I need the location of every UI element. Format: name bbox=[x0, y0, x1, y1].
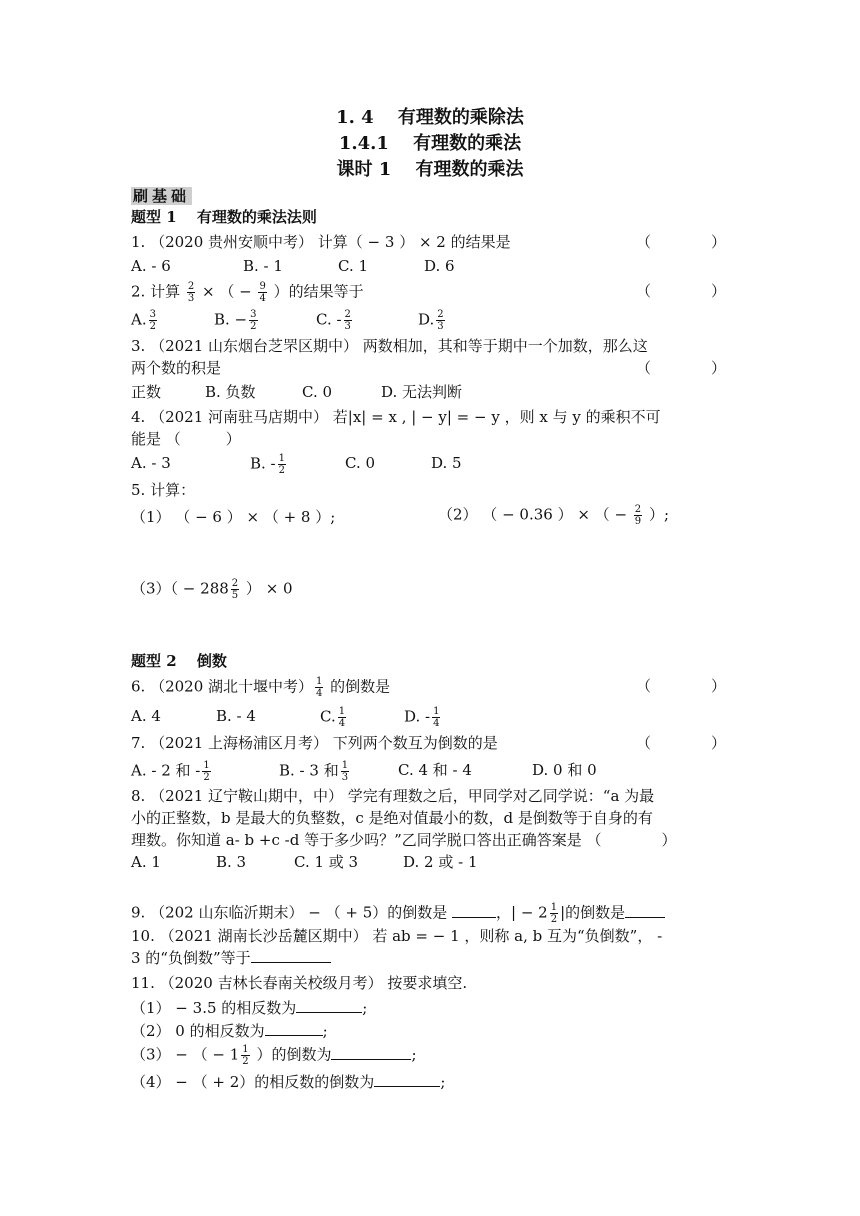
q11-answer-blank-1[interactable] bbox=[296, 998, 362, 1013]
answer-paren-3: （ ） bbox=[636, 359, 727, 377]
question-5: 5. 计算： bbox=[131, 481, 196, 499]
question-4-line-2: 能是 （ ） bbox=[131, 430, 241, 448]
q11-part-3: （3） − （ − 1 $\frac{1}{2}$ ）的倒数为 ; bbox=[131, 1044, 417, 1067]
q2-text-pre: 2. 计算 bbox=[131, 282, 181, 301]
q11-answer-blank-2[interactable] bbox=[265, 1021, 323, 1036]
q4-option-a: A. - 3 bbox=[131, 454, 171, 472]
answer-paren-7: （ ） bbox=[636, 734, 727, 752]
q2-option-b: B. − $\frac{3}{2}$ bbox=[214, 309, 257, 332]
q6-option-c: C. $\frac{1}{4}$ bbox=[320, 706, 346, 729]
q4-option-c: C. 0 bbox=[345, 454, 376, 472]
q8-option-b: B. 3 bbox=[216, 853, 247, 871]
q1-option-a: A. - 6 bbox=[131, 257, 171, 275]
q2-fraction-2: $\frac{9}{4}$ bbox=[259, 281, 266, 304]
section-heading-2: 题型 2 倒数 bbox=[131, 652, 227, 670]
q5-part-3: （3）（ − 288 $\frac{2}{5}$ ） × 0 bbox=[131, 578, 293, 601]
q3-option-a: 正数 bbox=[131, 383, 162, 401]
q8-option-a: A. 1 bbox=[131, 853, 161, 871]
q7-option-b: B. - 3 和 $\frac{1}{3}$ bbox=[279, 760, 349, 783]
question-6: 6. （2020 湖北十堰中考） $\frac{1}{4}$ 的倒数是 bbox=[131, 676, 391, 699]
q1-option-b: B. - 1 bbox=[243, 257, 283, 275]
q11-part-2: （2） 0 的相反数为 ; bbox=[131, 1022, 328, 1040]
question-8-line-2: 小的正整数，b 是最大的负整数，c 是绝对值最小的数，d 是倒数等于自身的有 bbox=[131, 809, 653, 827]
title-lesson: 课时 1 有理数的乘法 bbox=[336, 159, 524, 180]
section-badge-label: 刷基础 bbox=[133, 187, 191, 205]
q8-option-d: D. 2 或 - 1 bbox=[403, 853, 478, 871]
question-8-line-1: 8. （2021 辽宁鞍山期中，中） 学完有理数之后，甲同学对乙同学说：“a 为最 bbox=[131, 787, 655, 805]
question-2 bbox=[131, 281, 364, 304]
question-11: 11. （2020 吉林长春南关校级月考） 按要求填空. bbox=[131, 974, 468, 992]
q1-option-c: C. 1 bbox=[338, 257, 369, 275]
question-4-line-1: 4. （2021 河南驻马店期中） 若|x| = x , | − y| = − y ，则 x 与 y 的乘积不可 bbox=[131, 408, 661, 426]
q2-text-post: ）的结果等于 bbox=[273, 282, 364, 301]
title-subsection: 1.4.1 有理数的乘法 bbox=[338, 133, 522, 154]
q2-option-d: D. $\frac{2}{3}$ bbox=[418, 309, 444, 332]
q9-answer-blank-2[interactable] bbox=[625, 903, 665, 918]
q6-option-a: A. 4 bbox=[131, 707, 161, 725]
q7-option-a: A. - 2 和 - $\frac{1}{2}$ bbox=[131, 760, 210, 783]
q5-part-1: （1） （ − 6 ） × （ + 8 ）; bbox=[131, 508, 336, 526]
q6-option-d: D. - $\frac{1}{4}$ bbox=[404, 706, 440, 729]
q6-option-b: B. - 4 bbox=[216, 707, 256, 725]
q3-option-b: B. 负数 bbox=[205, 383, 256, 401]
question-7: 7. （2021 上海杨浦区月考） 下列两个数互为倒数的是 bbox=[131, 734, 498, 752]
q7-option-d: D. 0 和 0 bbox=[532, 761, 597, 779]
question-10-line-2: 3 的“负倒数”等于 bbox=[131, 948, 331, 968]
answer-paren-1: （ ） bbox=[636, 233, 727, 251]
q2-option-c: C. - $\frac{2}{3}$ bbox=[316, 309, 351, 332]
q2-fraction-1: $\frac{2}{3}$ bbox=[187, 281, 195, 304]
title-section: 1. 4 有理数的乘除法 bbox=[336, 107, 524, 128]
q8-option-c: C. 1 或 3 bbox=[294, 853, 359, 871]
question-9: 9. （202 山东临沂期末） − （ + 5）的倒数是 ，| − 2 $\frac{1}{2}$ |的倒数是 bbox=[131, 902, 665, 925]
question-10-line-1: 10. （2021 湖南长沙岳麓区期中） 若 ab = − 1 ，则称 a, b 互为“负倒数”， - bbox=[131, 927, 663, 945]
question-8-line-3: 理数。你知道 a- b +c -d 等于多少吗？”乙同学脱口答出正确答案是 （ ） bbox=[131, 831, 677, 849]
q9-answer-blank-1[interactable] bbox=[452, 903, 496, 918]
answer-paren-6: （ ） bbox=[636, 677, 727, 695]
q11-answer-blank-3[interactable] bbox=[331, 1045, 411, 1060]
q3-option-c: C. 0 bbox=[302, 383, 333, 401]
answer-paren-2: （ ） bbox=[636, 282, 727, 300]
question-1: 1. （2020 贵州安顺中考） 计算（ − 3 ） × 2 的结果是 bbox=[131, 233, 511, 251]
q11-part-1: （1） − 3.5 的相反数为 ; bbox=[131, 999, 368, 1017]
q2-text-mid: × （ − bbox=[202, 282, 257, 301]
q1-option-d: D. 6 bbox=[424, 257, 455, 275]
q2-option-a: A. $\frac{3}{2}$ bbox=[131, 309, 156, 332]
q4-option-d: D. 5 bbox=[431, 454, 462, 472]
q10-answer-blank[interactable] bbox=[251, 948, 331, 963]
q7-option-c: C. 4 和 - 4 bbox=[398, 761, 472, 779]
section-badge bbox=[131, 186, 192, 206]
question-3-line-1: 3. （2021 山东烟台芝罘区期中） 两数相加，其和等于期中一个加数，那么这 bbox=[131, 337, 648, 355]
q5-part-2: （2） （ − 0.36 ） × （ − $\frac{2}{9}$ ）; bbox=[438, 504, 669, 527]
q4-option-b: B. - $\frac{1}{2}$ bbox=[250, 453, 286, 476]
question-3-line-2: 两个数的积是 bbox=[131, 359, 222, 377]
q11-answer-blank-4[interactable] bbox=[374, 1072, 440, 1087]
q11-part-4: （4） − （ + 2）的相反数的倒数为 ; bbox=[131, 1073, 446, 1091]
section-heading-1: 题型 1 有理数的乘法法则 bbox=[131, 208, 317, 226]
q3-option-d: D. 无法判断 bbox=[381, 383, 463, 401]
